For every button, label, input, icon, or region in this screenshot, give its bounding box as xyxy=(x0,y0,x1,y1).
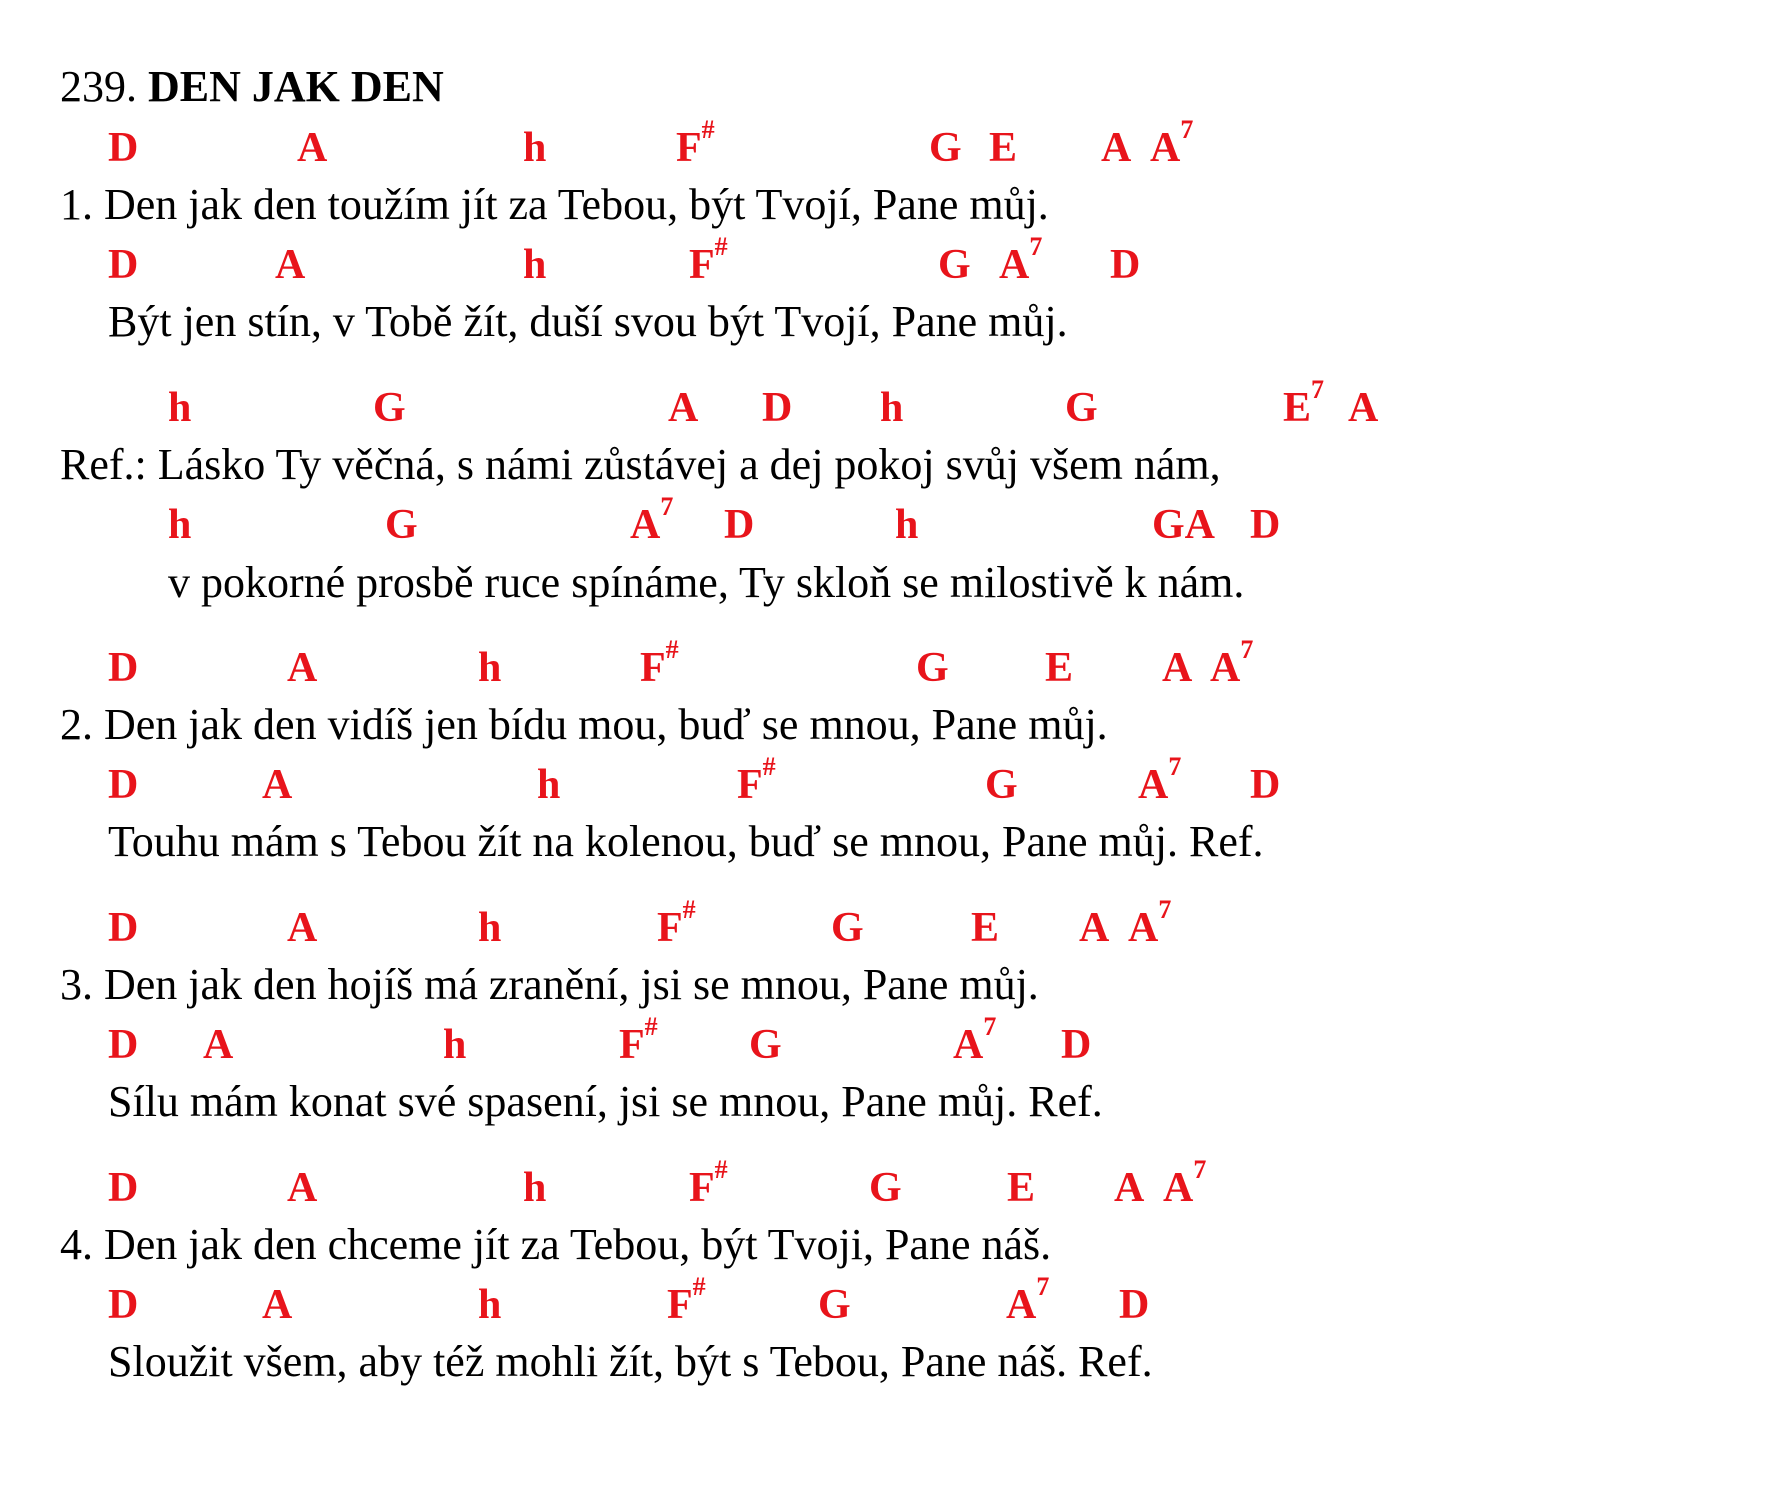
chord-symbol: D xyxy=(108,645,139,691)
chord-symbol: D xyxy=(108,1282,139,1328)
chord-symbol: $A^7$ xyxy=(1210,635,1254,691)
chord-line-v2b xyxy=(0,752,1773,815)
chord-symbol: A xyxy=(1162,645,1193,691)
chord-symbol: G xyxy=(818,1282,851,1328)
chord-symbol: E xyxy=(1007,1165,1036,1211)
chord-symbol: G xyxy=(938,242,971,288)
chord-symbol: D xyxy=(1110,242,1141,288)
lyric-text: 4. Den jak den chceme jít za Tebou, být Tvoji, Pane náš. xyxy=(60,1220,1052,1269)
lyric-line-v3a xyxy=(0,955,1773,1015)
chord-modifier: 7 xyxy=(1158,895,1172,924)
chord-symbol: $A^7$ xyxy=(999,232,1043,288)
chord-symbol: A xyxy=(1079,905,1110,951)
chord-symbol: $A^7$ xyxy=(1006,1272,1050,1328)
chord-symbol: h xyxy=(478,1282,502,1328)
chord-symbol: G xyxy=(749,1022,782,1068)
chord-symbol: $A^7$ xyxy=(1138,752,1182,808)
chord-symbol: A xyxy=(297,125,328,171)
chord-symbol: D xyxy=(1250,502,1281,548)
chord-modifier: 7 xyxy=(1193,1155,1207,1184)
song-name: DEN JAK DEN xyxy=(148,62,444,111)
chord-modifier: # xyxy=(692,1272,706,1301)
chord-symbol: h xyxy=(478,905,502,951)
chord-modifier: 7 xyxy=(983,1012,997,1041)
chord-symbol: h xyxy=(523,125,547,171)
lyric-text: Sílu mám konat své spasení, jsi se mnou, Pane můj. Ref. xyxy=(108,1077,1103,1126)
lyric-line-v4a xyxy=(0,1215,1773,1275)
chord-symbol: F# xyxy=(619,1012,658,1068)
chord-symbol: A xyxy=(287,905,318,951)
chord-line-v4a xyxy=(0,1155,1773,1218)
chord-symbol: A xyxy=(1101,125,1132,171)
chord-symbol: A xyxy=(203,1022,234,1068)
chord-symbol: E xyxy=(1045,645,1074,691)
lyric-text: Být jen stín, v Tobě žít, duší svou být Tvojí, Pane můj. xyxy=(108,297,1068,346)
chord-symbol: D xyxy=(108,1022,139,1068)
chord-symbol: $E^7$ xyxy=(1283,375,1325,431)
chord-symbol: h xyxy=(895,502,919,548)
chord-symbol: G xyxy=(1065,385,1098,431)
chord-modifier: 7 xyxy=(1168,752,1182,781)
lyric-text: Touhu mám s Tebou žít na kolenou, buď se mnou, Pane můj. Ref. xyxy=(108,817,1264,866)
lyric-text: Sloužit všem, aby též mohli žít, být s Tebou, Pane náš. Ref. xyxy=(108,1337,1153,1386)
lyric-line-refa xyxy=(0,435,1773,495)
chord-symbol: A xyxy=(1348,385,1379,431)
chord-modifier: 7 xyxy=(1036,1272,1050,1301)
chord-symbol: A xyxy=(275,242,306,288)
chord-symbol: h xyxy=(168,385,192,431)
chord-symbol: h xyxy=(523,242,547,288)
chord-symbol: F# xyxy=(689,232,728,288)
chord-modifier: 7 xyxy=(1180,115,1194,144)
chord-symbol: $A^7$ xyxy=(953,1012,997,1068)
chord-symbol: D xyxy=(108,905,139,951)
chord-symbol: h xyxy=(537,762,561,808)
chord-symbol: G xyxy=(385,502,418,548)
chord-symbol: A xyxy=(262,1282,293,1328)
chord-modifier: # xyxy=(644,1012,658,1041)
chord-symbol: $A^7$ xyxy=(1150,115,1194,171)
chord-symbol: F# xyxy=(667,1272,706,1328)
lyric-line-v3b xyxy=(0,1072,1773,1132)
lyric-line-v1a xyxy=(0,175,1773,235)
chord-modifier: 7 xyxy=(1311,375,1325,404)
chord-modifier: # xyxy=(714,1155,728,1184)
chord-symbol: A xyxy=(1114,1165,1145,1211)
lyric-text: 3. Den jak den hojíš má zranění, jsi se mnou, Pane můj. xyxy=(60,960,1039,1009)
chord-line-v1a xyxy=(0,115,1773,178)
chord-symbol: $A^7$ xyxy=(1128,895,1172,951)
chord-symbol: D xyxy=(108,242,139,288)
chord-symbol: F# xyxy=(657,895,696,951)
chord-symbol: G xyxy=(916,645,949,691)
chord-line-refa xyxy=(0,375,1773,438)
chord-symbol: h xyxy=(478,645,502,691)
chord-symbol: F# xyxy=(737,752,776,808)
chord-line-v4b xyxy=(0,1272,1773,1335)
chord-modifier: # xyxy=(701,115,715,144)
chord-symbol: D xyxy=(108,762,139,808)
chord-modifier: # xyxy=(682,895,696,924)
chord-line-v1b xyxy=(0,232,1773,295)
chord-symbol: GA xyxy=(1152,502,1215,548)
chord-modifier: 7 xyxy=(660,492,674,521)
chord-symbol: D xyxy=(724,502,755,548)
chord-modifier: # xyxy=(762,752,776,781)
lyric-line-v2b xyxy=(0,812,1773,872)
lyric-text: v pokorné prosbě ruce spínáme, Ty skloň se milostivě k nám. xyxy=(168,558,1245,607)
chord-symbol: A xyxy=(287,1165,318,1211)
chord-symbol: h xyxy=(880,385,904,431)
lyric-line-v1b xyxy=(0,292,1773,352)
chord-symbol: G xyxy=(831,905,864,951)
chord-symbol: E xyxy=(971,905,1000,951)
chord-modifier: # xyxy=(665,635,679,664)
chord-symbol: F# xyxy=(640,635,679,691)
chord-symbol: E xyxy=(989,125,1018,171)
chord-symbol: G xyxy=(373,385,406,431)
chord-symbol: $A^7$ xyxy=(630,492,674,548)
chord-symbol: F# xyxy=(689,1155,728,1211)
chord-symbol: D xyxy=(108,125,139,171)
chord-symbol: F# xyxy=(676,115,715,171)
chord-symbol: $A^7$ xyxy=(1163,1155,1207,1211)
chord-symbol: D xyxy=(1061,1022,1092,1068)
chord-modifier: 7 xyxy=(1240,635,1254,664)
lyric-text: 1. Den jak den toužím jít za Tebou, být Tvojí, Pane můj. xyxy=(60,180,1049,229)
chord-line-v2a xyxy=(0,635,1773,698)
chord-line-v3b xyxy=(0,1012,1773,1075)
chord-modifier: 7 xyxy=(1029,232,1043,261)
song-number: 239. xyxy=(60,62,137,111)
lyric-line-v4b xyxy=(0,1332,1773,1392)
chord-symbol: D xyxy=(108,1165,139,1211)
chord-symbol: A xyxy=(262,762,293,808)
lyric-text: 2. Den jak den vidíš jen bídu mou, buď se mnou, Pane můj. xyxy=(60,700,1108,749)
chord-line-refb xyxy=(0,492,1773,555)
chord-symbol: G xyxy=(985,762,1018,808)
chord-symbol: A xyxy=(668,385,699,431)
chord-line-v3a xyxy=(0,895,1773,958)
chord-symbol: D xyxy=(762,385,793,431)
lyric-text: Ref.: Lásko Ty věčná, s námi zůstávej a dej pokoj svůj všem nám, xyxy=(60,440,1221,489)
chord-symbol: D xyxy=(1250,762,1281,808)
chord-symbol: h xyxy=(523,1165,547,1211)
lyric-line-v2a xyxy=(0,695,1773,755)
song-title xyxy=(60,57,444,117)
chord-symbol: h xyxy=(443,1022,467,1068)
chord-symbol: A xyxy=(287,645,318,691)
chord-symbol: G xyxy=(929,125,962,171)
chord-symbol: D xyxy=(1119,1282,1150,1328)
lyric-line-refb xyxy=(0,553,1773,613)
chord-modifier: # xyxy=(714,232,728,261)
chord-symbol: G xyxy=(869,1165,902,1211)
chord-symbol: h xyxy=(168,502,192,548)
